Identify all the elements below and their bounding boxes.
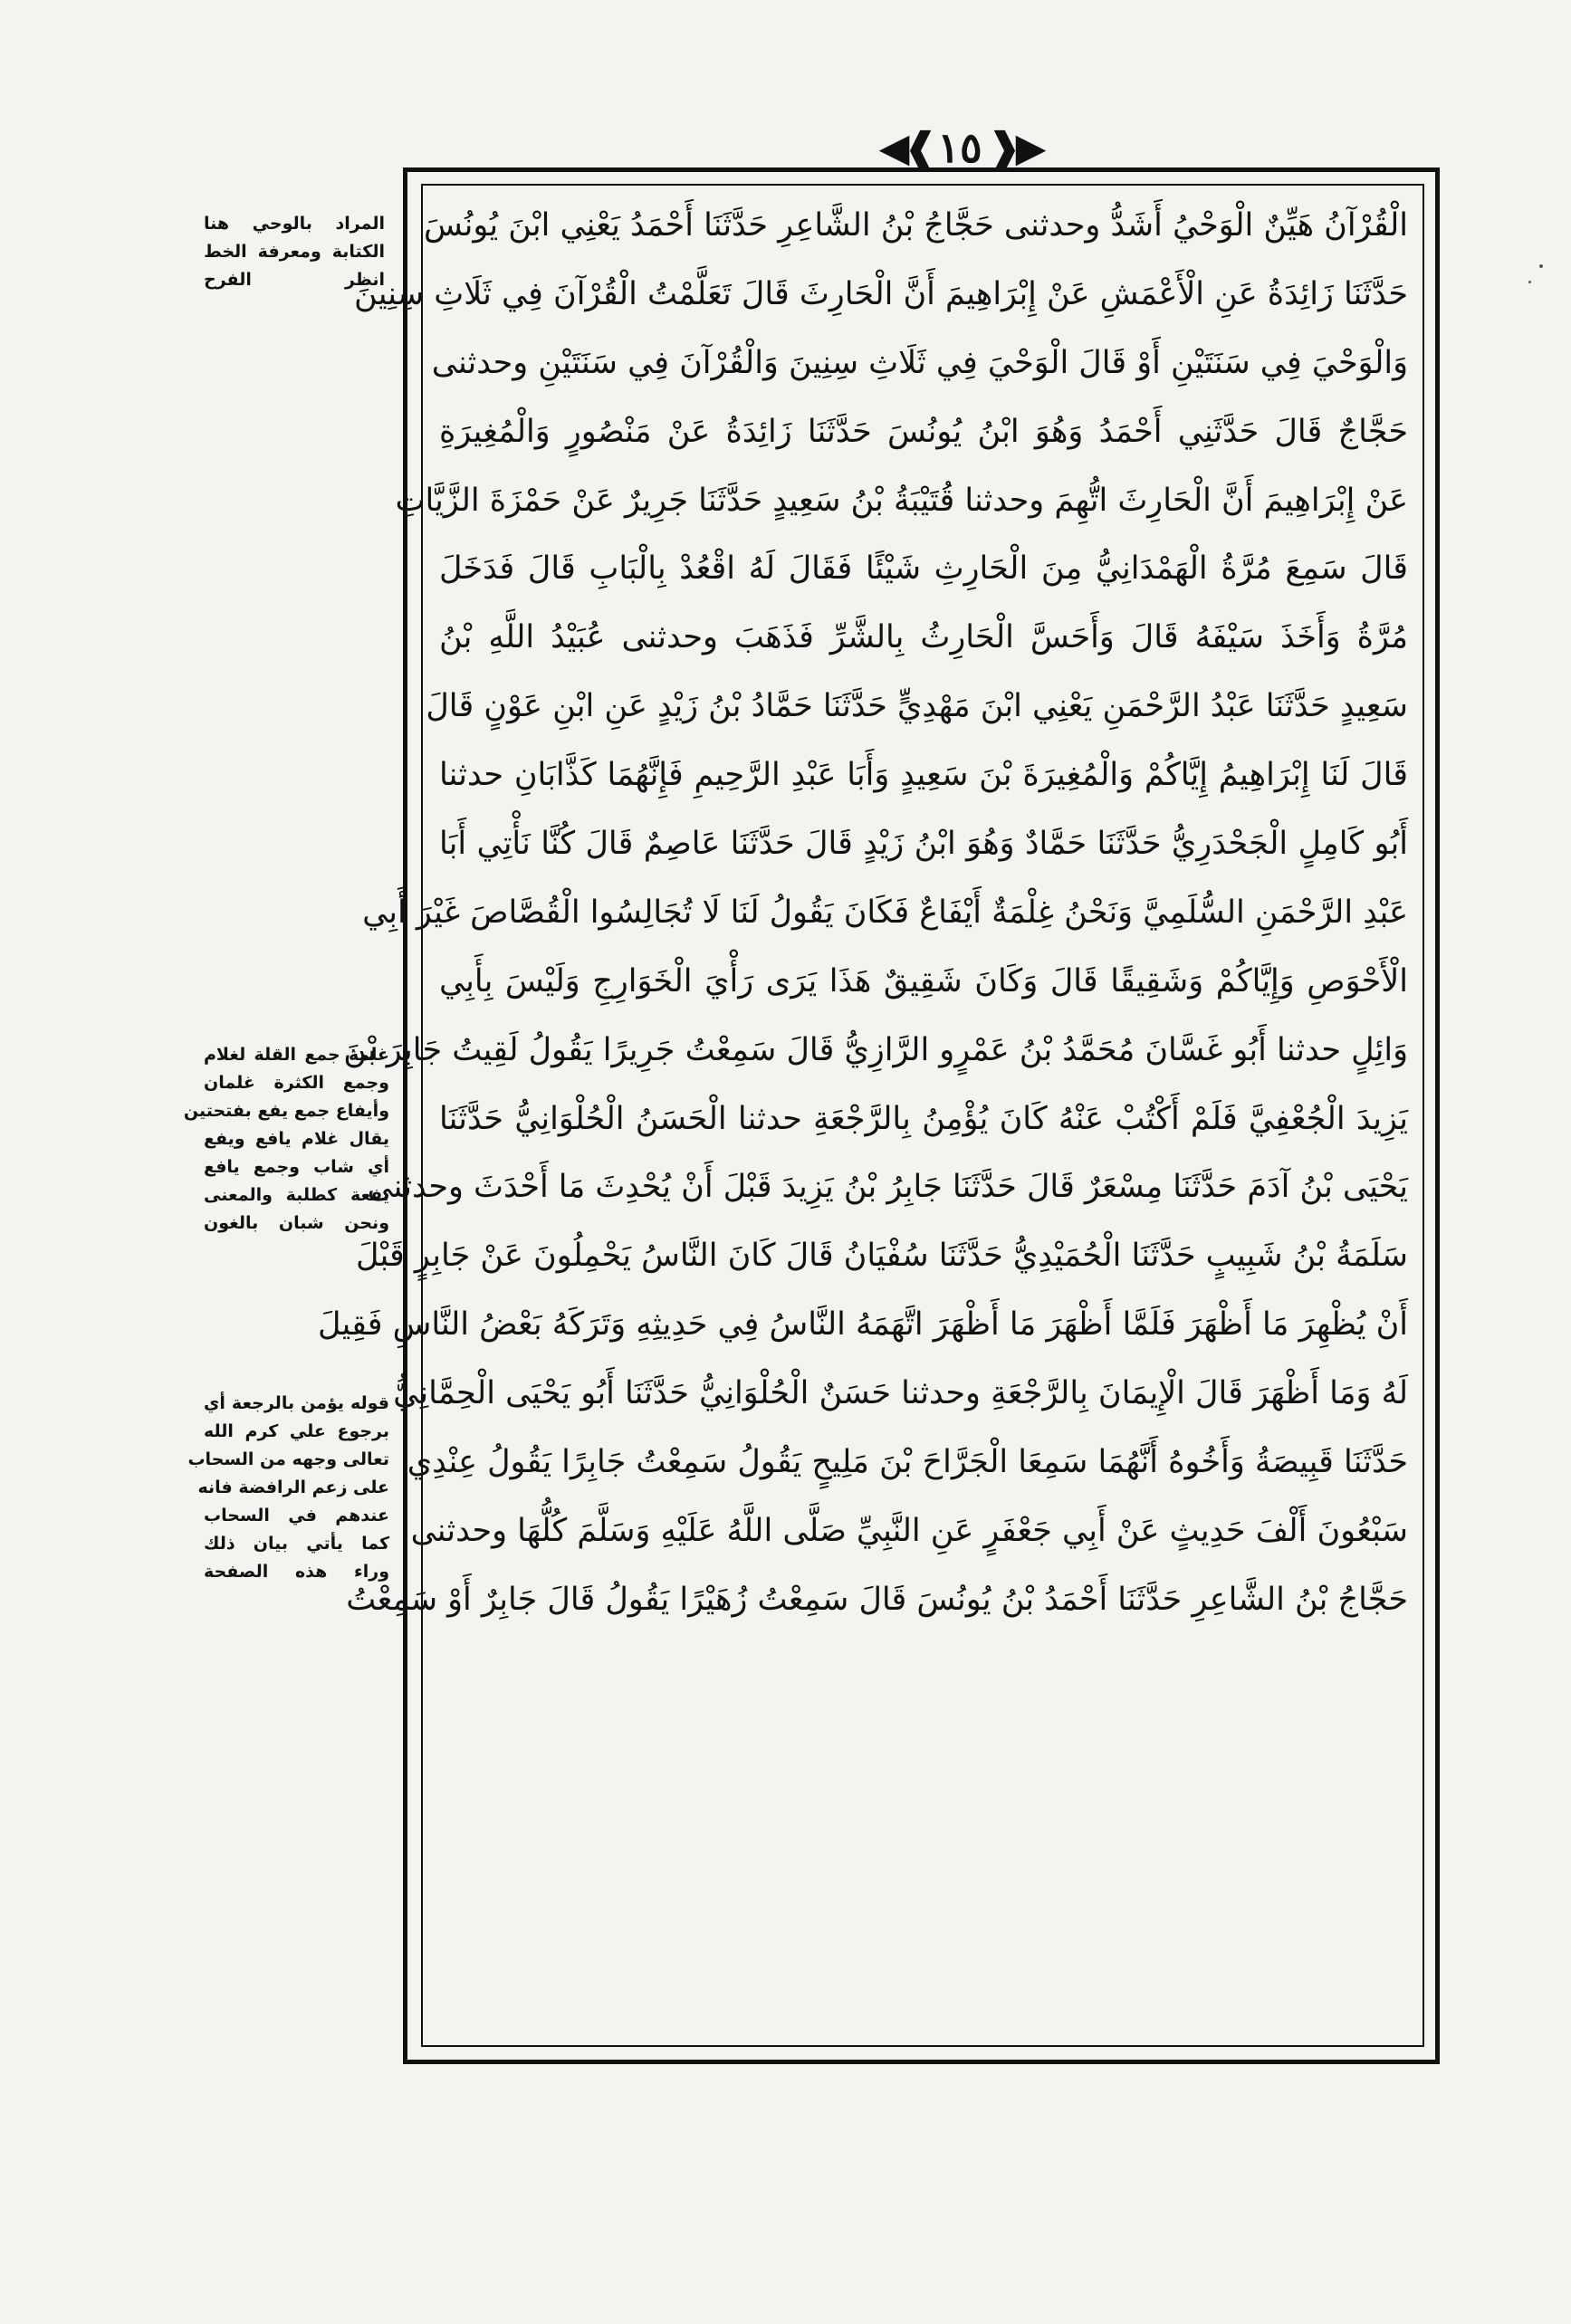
text-line-6: قَالَ سَمِعَ مُرَّةُ الْهَمْدَانِيُّ مِنَ الْحَارِثِ شَيْئًا فَقَالَ لَهُ اقْعُدْ بِالْبَابِ قَالَ فَدَخَلَ [439, 550, 1408, 588]
margin-note-line: يقال غلام يافع ويفع [204, 1129, 389, 1149]
text-line-14: يَزِيدَ الْجُعْفِيَّ فَلَمْ أَكْتُبْ عَنْهُ كَانَ يُؤْمِنُ بِالرَّجْعَةِ حدثنا الْحَسَنُ الْحُلْوَانِيُّ حَدَّثَنَا [439, 1100, 1408, 1137]
scan-speck [1539, 264, 1543, 268]
text-line-1: الْقُرْآنُ هَيِّنٌ الْوَحْيُ أَشَدُّ وحدثنى حَجَّاجُ بْنُ الشَّاعِرِ حَدَّثَنَا أَحْمَدُ يَعْنِي ابْنَ يُونُسَ [423, 207, 1408, 244]
text-line-10: أَبُو كَامِلٍ الْجَحْدَرِيُّ حَدَّثَنَا حَمَّادٌ وَهُوَ ابْنُ زَيْدٍ قَالَ حَدَّثَنَا عَاصِمٌ قَالَ كُنَّا نَأْتِي أَبَا [439, 826, 1408, 863]
text-line-3: وَالْوَحْيَ فِي سَنَتَيْنِ أَوْ قَالَ الْوَحْيَ فِي ثَلَاثِ سِنِينَ وَالْقُرْآنَ فِي سَنَتَيْنِ وحدثنى [431, 344, 1408, 381]
text-line-20: سَبْعُونَ أَلْفَ حَدِيثٍ عَنْ أَبِي جَعْفَرٍ عَنِ النَّبِيِّ صَلَّى اللَّهُ عَلَيْهِ وَسَلَّمَ كُلُّهَا وحدثنى [410, 1512, 1408, 1549]
margin-note-raja [187, 1390, 389, 1586]
text-line-15: يَحْيَى بْنُ آدَمَ حَدَّثَنَا مِسْعَرٌ قَالَ حَدَّثَنَا جَابِرُ بْنُ يَزِيدَ قَبْلَ أَنْ يُحْدِثَ مَا أَحْدَثَ وحدثنى [367, 1169, 1408, 1206]
margin-note-line: يفعة كطلبة والمعنى [204, 1185, 389, 1205]
margin-note-line: ونحن شبان بالغون [204, 1213, 389, 1233]
main-text-block [318, 192, 1408, 1635]
left-ornament-icon: ◀❰ [878, 124, 933, 171]
scan-speck [1528, 281, 1531, 283]
margin-note-line: المراد بالوحي هنا [204, 214, 385, 234]
margin-note-line: برجوع علي كرم الله [204, 1421, 389, 1441]
margin-note-line: انظر الفرح [204, 270, 385, 290]
text-line-2: حَدَّثَنَا زَائِدَةُ عَنِ الْأَعْمَشِ عَنْ إِبْرَاهِيمَ أَنَّ الْحَارِثَ قَالَ تَعَلَّمْتُ الْقُرْآنَ فِي ثَلَاثِ سِنِينَ [354, 275, 1408, 312]
margin-note-line: وراء هذه الصفحة [204, 1562, 389, 1582]
margin-note-line: وجمع الكثرة غلمان [204, 1073, 389, 1093]
margin-note-line: كما يأتي بيان ذلك [204, 1534, 389, 1554]
text-line-18: لَهُ وَمَا أَظْهَرَ قَالَ الْإِيمَانَ بِالرَّجْعَةِ وحدثنا حَسَنٌ الْحُلْوَانِيُّ حَدَّثَنَا أَبُو يَحْيَى الْحِمَّانِيُّ [393, 1375, 1408, 1412]
text-line-12: الْأَحْوَصِ وَإِيَّاكُمْ وَشَقِيقًا قَالَ وَكَانَ شَقِيقٌ هَذَا يَرَى رَأْيَ الْخَوَارِجِ وَلَيْسَ بِأَبِي [439, 962, 1408, 999]
text-line-11: عَبْدِ الرَّحْمَنِ السُّلَمِيَّ وَنَحْنُ غِلْمَةٌ أَيْفَاعٌ فَكَانَ يَقُولُ لَنَا لَا تُجَالِسُوا الْقُصَّاصَ غَيْرَ أَبِي [362, 894, 1408, 931]
margin-note-line: قوله يؤمن بالرجعة أي [204, 1393, 389, 1413]
text-line-9: قَالَ لَنَا إِبْرَاهِيمُ إِيَّاكُمْ وَالْمُغِيرَةَ بْنَ سَعِيدٍ وَأَبَا عَبْدِ الرَّحِيمِ فَإِنَّهُمَا كَذَّابَانِ حدثنا [439, 757, 1408, 794]
text-line-16: سَلَمَةُ بْنُ شَبِيبٍ حَدَّثَنَا الْحُمَيْدِيُّ حَدَّثَنَا سُفْيَانُ قَالَ كَانَ النَّاسُ يَحْمِلُونَ عَنْ جَابِرٍ قَبْلَ [355, 1238, 1408, 1275]
margin-note-line: على زعم الرافضة فانه [197, 1478, 389, 1497]
margin-note-line: وأيفاع جمع يفع بفتحتين [183, 1101, 389, 1121]
margin-note-line: عندهم في السحاب [204, 1506, 389, 1525]
margin-note-line: أي شاب وجمع يافع [204, 1157, 389, 1177]
text-line-4: حَجَّاجٌ قَالَ حَدَّثَنِي أَحْمَدُ وَهُوَ ابْنُ يُونُسَ حَدَّثَنَا زَائِدَةُ عَنْ مَنْصُورٍ وَالْمُغِيرَةِ [439, 413, 1408, 450]
text-line-8: سَعِيدٍ حَدَّثَنَا عَبْدُ الرَّحْمَنِ يَعْنِي ابْنَ مَهْدِيٍّ حَدَّثَنَا حَمَّادُ بْنُ زَيْدٍ عَنِ ابْنِ عَوْنٍ قَالَ [426, 688, 1408, 725]
margin-note-line: الكتابة ومعرفة الخط [204, 242, 385, 262]
text-line-21: حَجَّاجُ بْنُ الشَّاعِرِ حَدَّثَنَا أَحْمَدُ بْنُ يُونُسَ قَالَ سَمِعْتُ زُهَيْرًا يَقُولُ قَالَ جَابِرٌ أَوْ سَمِعْتُ [346, 1581, 1408, 1618]
text-line-13: وَائِلٍ حدثنا أَبُو غَسَّانَ مُحَمَّدُ بْنُ عَمْرٍو الرَّازِيُّ قَالَ سَمِعْتُ جَرِيرًا يَقُولُ لَقِيتُ جَابِرَ بْنَ [343, 1031, 1408, 1068]
text-line-19: حَدَّثَنَا قَبِيصَةُ وَأَخُوهُ أَنَّهُمَا سَمِعَا الْجَرَّاحَ بْنَ مَلِيحٍ يَقُولُ سَمِعْتُ جَابِرًا يَقُولُ عِنْدِي [407, 1444, 1408, 1481]
margin-note-line: تعالى وجهه من السحاب [187, 1449, 389, 1469]
right-ornament-icon: ❱▶ [987, 124, 1041, 171]
margin-note-ghilma [183, 1041, 389, 1238]
text-line-7: مُرَّةُ وَأَخَذَ سَيْفَهُ قَالَ وَأَحَسَّ الْحَارِثُ بِالشَّرِّ فَذَهَبَ وحدثنى عُبَيْدُ اللَّهِ بْنُ [439, 619, 1408, 656]
page-number-label: ١٥ [937, 123, 982, 172]
margin-note-line: غلمة جمع القلة لغلام [204, 1045, 389, 1065]
margin-note-wahy [204, 210, 385, 294]
text-line-5: عَنْ إِبْرَاهِيمَ أَنَّ الْحَارِثَ اتُّهِمَ وحدثنا قُتَيْبَةُ بْنُ سَعِيدٍ حَدَّثَنَا جَرِيرٌ عَنْ حَمْزَةَ الزَّيَّاتِ [395, 482, 1408, 519]
text-line-17: أَنْ يُظْهِرَ مَا أَظْهَرَ فَلَمَّا أَظْهَرَ مَا أَظْهَرَ اتَّهَمَهُ النَّاسُ فِي حَدِيثِهِ وَتَرَكَهُ بَعْضُ النَّاسِ فَقِيلَ [318, 1306, 1408, 1344]
